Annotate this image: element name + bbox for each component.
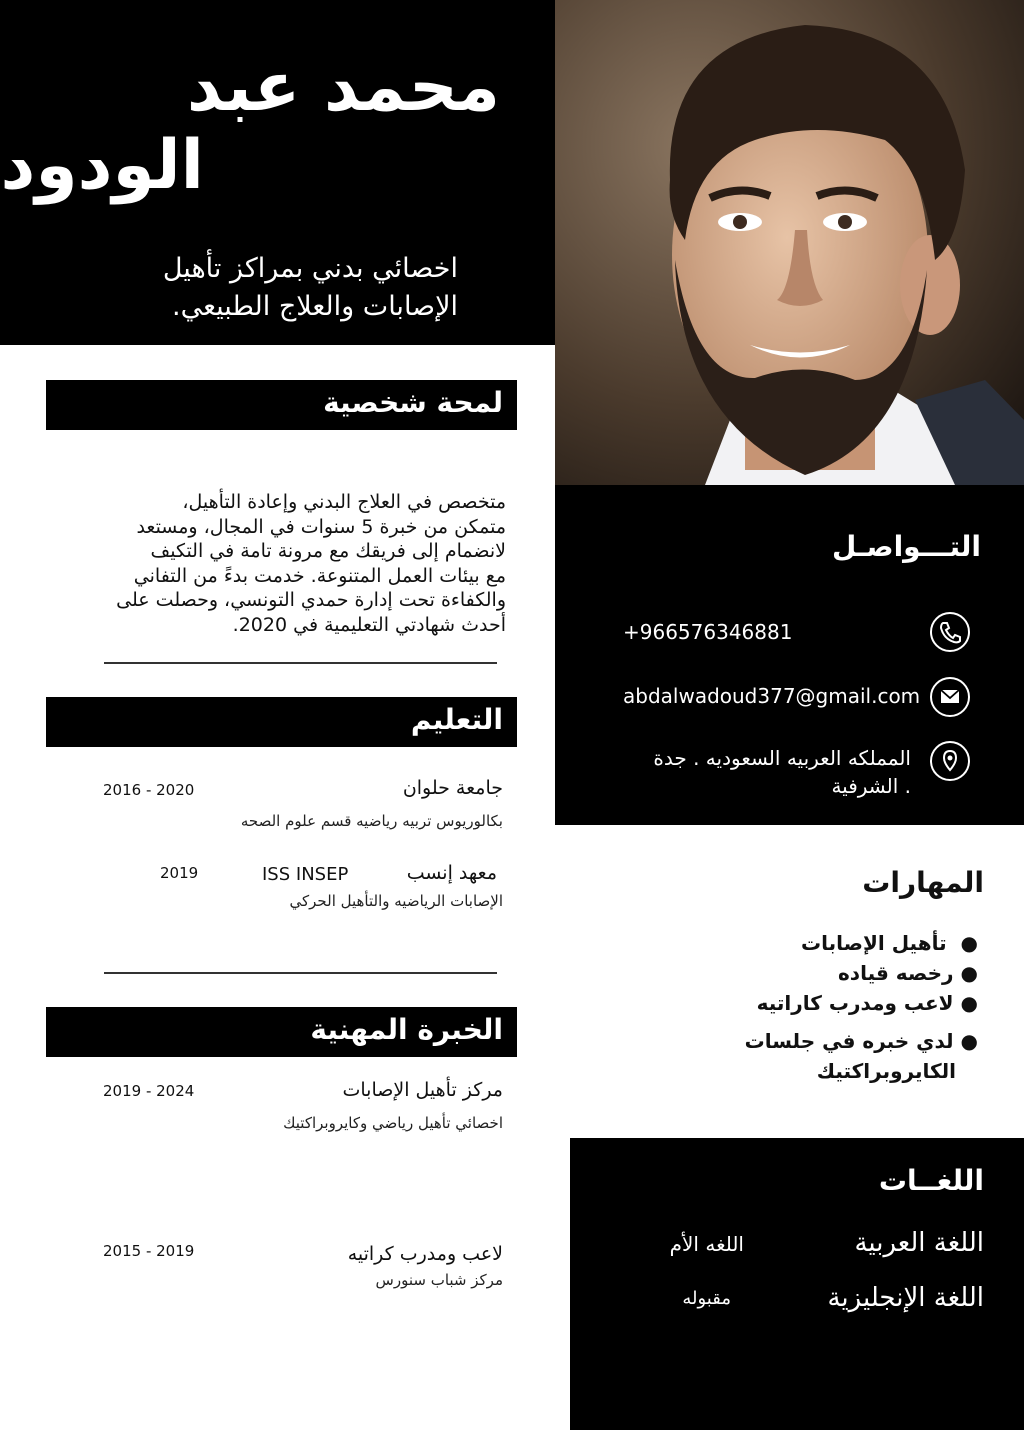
languages-block <box>570 1138 1024 1430</box>
profile-line: لانضمام إلى فريقك مع مرونة تامة في التكيف <box>150 540 506 562</box>
education-item-detail: بكالوريوس تربيه رياضيه قسم علوم الصحه <box>240 812 503 830</box>
education-item-title-en: ISS INSEP <box>262 864 349 885</box>
education-heading: التعليم <box>410 703 503 736</box>
contact-block <box>555 485 1024 825</box>
education-heading-bar <box>46 697 517 747</box>
name-line-1: محمد عبد <box>186 48 500 127</box>
skill-label: رخصه قياده <box>838 961 954 985</box>
profile-photo <box>555 0 1024 485</box>
language-level: مقبوله <box>682 1288 731 1309</box>
skill-item: ● رخصه قياده <box>838 961 978 985</box>
profile-divider <box>104 662 497 664</box>
profile-line: مع بيئات العمل المتنوعة. خدمت بدءً من التفاني <box>133 564 506 587</box>
job-title-line-1: اخصائي بدني بمراكز تأهيل <box>162 253 458 284</box>
education-item-title: جامعة حلوان <box>402 777 503 799</box>
education-item-title: معهد إنسب <box>406 862 497 884</box>
skills-list <box>745 928 978 1086</box>
skill-label: لاعب ومدرب كاراتيه <box>756 991 954 1015</box>
experience-item-title: مركز تأهيل الإصابات <box>342 1079 503 1101</box>
profile-line: متخصص في العلاج البدني وإعادة التأهيل، <box>182 491 506 513</box>
mail-icon <box>930 677 970 717</box>
education-item-detail: الإصابات الرياضيه والتأهيل الحركي <box>289 892 503 910</box>
address <box>653 744 911 800</box>
language-name: اللغة الإنجليزية <box>827 1283 984 1313</box>
experience-heading-bar <box>46 1007 517 1057</box>
language-name: اللغة العربية <box>854 1228 984 1258</box>
education-item-date: 2016 - 2020 <box>103 781 195 799</box>
phone-number[interactable]: +966576346881 <box>623 620 793 644</box>
skill-label: لدي خبره في جلسات <box>744 1029 954 1053</box>
profile-line: والكفاءة تحت إدارة حمدي التونسي، وحصلت على <box>116 589 506 611</box>
location-icon <box>930 741 970 781</box>
experience-item-title: لاعب ومدرب كراتيه <box>347 1243 503 1265</box>
language-level: اللغه الأم <box>669 1232 744 1256</box>
email-address[interactable]: abdalwadoud377@gmail.com <box>623 684 921 708</box>
address-line-1: المملكه العربيه السعوديه . جدة <box>653 746 911 770</box>
job-title <box>163 250 458 326</box>
languages-heading: اللغــات <box>878 1164 984 1197</box>
experience-heading: الخبرة المهنية <box>310 1013 503 1046</box>
skill-item-continued: الكايروبراكتيك <box>816 1059 956 1083</box>
skill-item: ● تأهيل الإصابات <box>801 931 978 955</box>
full-name <box>0 48 500 205</box>
job-title-line-2: الإصابات والعلاج الطبيعي. <box>172 291 458 322</box>
skill-item: ● لدي خبره في جلسات <box>744 1029 978 1053</box>
phone-icon <box>930 612 970 652</box>
contact-heading: التـــواصـل <box>831 530 981 563</box>
experience-item-detail: مركز شباب سنورس <box>375 1271 503 1289</box>
name-line-2: الودود <box>0 126 204 205</box>
education-divider <box>104 972 497 974</box>
experience-item-date: 2015 - 2019 <box>103 1242 195 1260</box>
profile-line: أحدث شهادتي التعليمية في 2020. <box>232 613 506 636</box>
skill-item: ● لاعب ومدرب كاراتيه <box>756 991 978 1015</box>
header-block <box>0 0 555 345</box>
education-item-date: 2019 <box>160 864 199 882</box>
address-line-2: . الشرفية <box>831 774 911 798</box>
portrait-illustration <box>555 0 1024 485</box>
profile-heading-bar <box>46 380 517 430</box>
profile-heading: لمحة شخصية <box>323 386 503 419</box>
profile-summary <box>116 490 506 637</box>
experience-item-date: 2019 - 2024 <box>103 1082 195 1100</box>
skills-heading: المهارات <box>862 866 984 899</box>
experience-item-detail: اخصائي تأهيل رياضي وكايروبراكتيك <box>283 1114 503 1132</box>
profile-line: متمكن من خبرة 5 سنوات في المجال، ومستعد <box>136 515 506 538</box>
skill-label: تأهيل الإصابات <box>801 931 947 955</box>
